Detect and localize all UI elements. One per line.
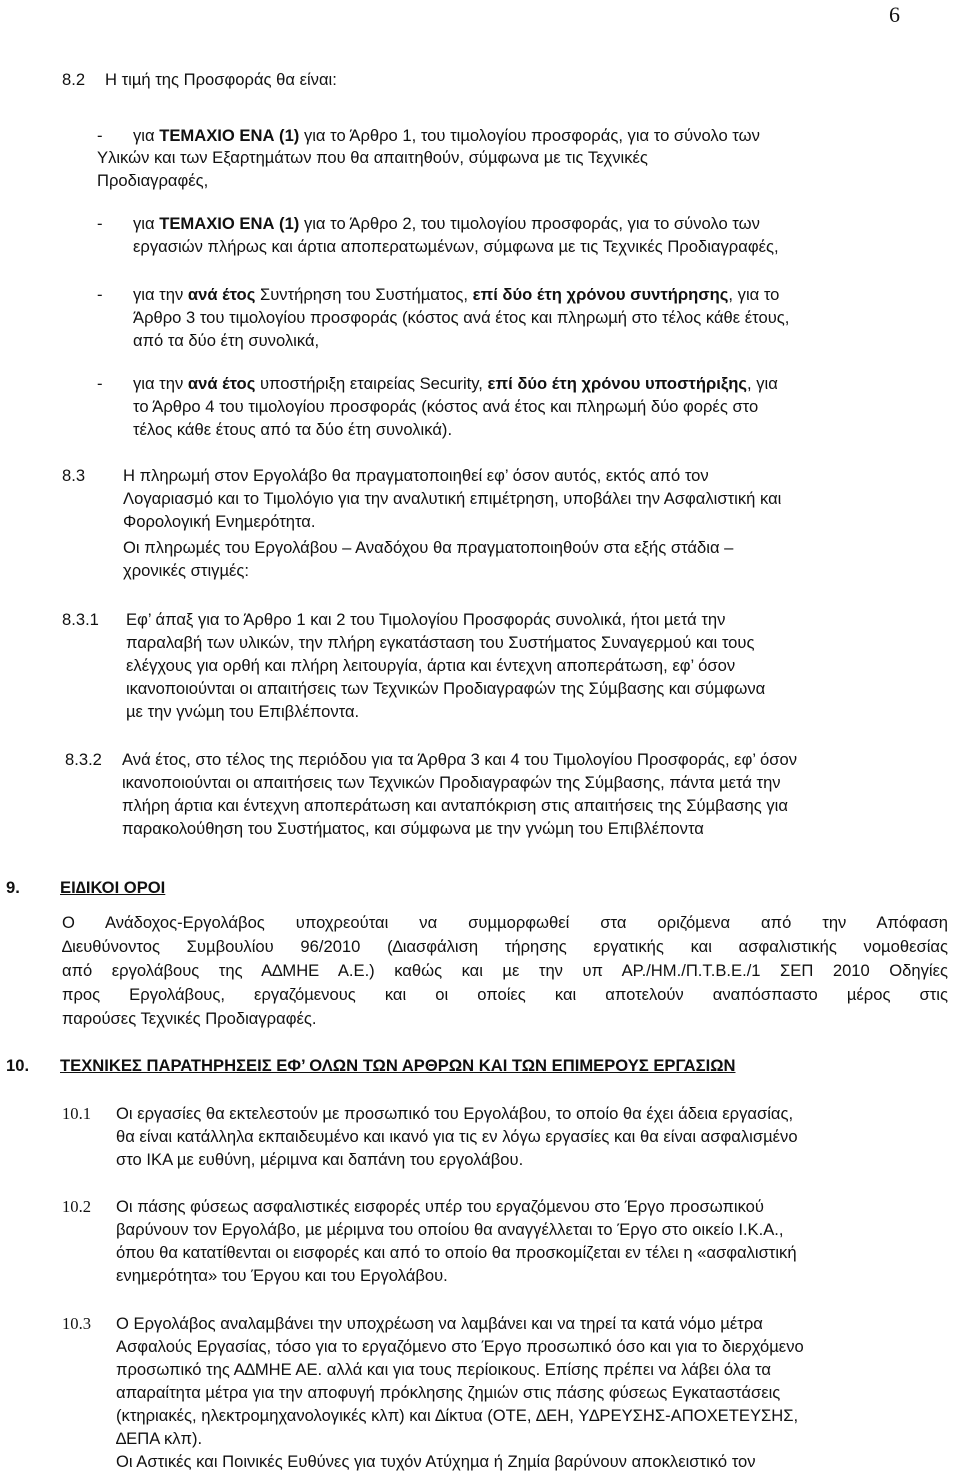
paragraph-line: παραλαβή των υλικών, την πλήρη εγκατάσταση του Συστήµατος Συναγερµού και τους — [126, 633, 755, 652]
list-item-line: για την ανά έτος Συντήρηση του Συστήµατος, επί δύο έτη χρόνου συντήρησης, για το — [133, 285, 780, 304]
section-number: 8.3.2 — [65, 750, 102, 769]
section-number: 8.2 — [62, 70, 86, 89]
bullet-dash: - — [97, 285, 103, 304]
list-item-line: Υλικών και των Εξαρτηµάτων που θα απαιτηθούν, σύµφωνα µε τις Τεχνικές — [97, 148, 648, 167]
section-title: ΤΕΧΝΙΚΕΣ ΠΑΡΑΤΗΡΗΣΕΙΣ ΕΦ’ ΟΛΩΝ ΤΩΝ ΑΡΘΡΩΝ ΚΑΙ ΤΩΝ ΕΠΙΜΕΡΟΥΣ ΕΡΓΑΣΙΩΝ — [60, 1056, 736, 1075]
paragraph-line: πλήρη άρτια και έντεχνη αποπεράτωση και ανταπόκριση στις απαιτήσεις της Σύµβασης για — [122, 796, 788, 815]
paragraph-line: ∆ΕΠΑ κλπ). — [116, 1429, 203, 1448]
subsection-number: 10.3 — [62, 1314, 92, 1333]
paragraph-line: Οι πάσης φύσεως ασφαλιστικές εισφορές υπέρ του εργαζόµενου στο Έργο προσωπικού — [116, 1197, 764, 1216]
paragraph-line: προσωπικό της Α∆ΜΗΕ ΑΕ. αλλά και για τους περίοικους. Επίσης πρέπει να λάβει όλα τα — [116, 1360, 771, 1379]
paragraph-line: ∆ιευθύνοντος Συµβουλίου 96/2010 (∆ιασφάλιση τήρησης εργατικής και ασφαλιστικής νοµοθεσίας — [62, 937, 948, 956]
paragraph-line: Ασφαλούς Εργασίας, τόσο για το εργαζόµενο στο Έργο προσωπικό όσο και για το διερχόµενο — [116, 1337, 804, 1356]
paragraph-line: µε την γνώµη του Επιβλέποντα. — [126, 702, 360, 721]
paragraph-line: προς Εργολάβους, εργαζόµενους και οι οποίες και αποτελούν αναπόσπαστο µέρος στις — [62, 985, 948, 1004]
section-title: Η τιµή της Προσφοράς θα είναι: — [105, 70, 337, 89]
subsection-number: 10.2 — [62, 1197, 92, 1216]
section-title: ΕΙ∆ΙΚΟΙ ΟΡΟΙ — [60, 878, 166, 897]
paragraph-line: (κτηριακές, ηλεκτροµηχανολογικές κλπ) και ∆ίκτυα (ΟΤΕ, ∆ΕΗ, Υ∆ΡΕΥΣΗΣ-ΑΠΟΧΕΤΕΥΣΗΣ, — [116, 1406, 799, 1425]
paragraph-line: Ο Εργολάβος αναλαµβάνει την υποχρέωση να λαµβάνει και να τηρεί τα κατά νόµο µέτρα — [116, 1314, 763, 1333]
list-item-line: το Άρθρο 4 του τιµολογίου προσφοράς (κόστος ανά έτος και πληρωµή δύο φορές στο — [133, 397, 759, 416]
section-number: 8.3 — [62, 466, 86, 485]
list-item-line: Άρθρο 3 του τιµολογίου προσφοράς (κόστος ανά έτος και πληρωµή στο τέλος κάθε έτους, — [133, 308, 790, 327]
page-number: 6 — [889, 2, 900, 27]
paragraph-line: ελέγχους για ορθή και πλήρη λειτουργία, άρτια και έντεχνη αποπεράτωση, εφ’ όσον — [126, 656, 736, 675]
paragraph-line: από εργολάβους της Α∆ΜΗΕ Α.Ε.) καθώς και µε την υπ ΑΡ./ΗΜ./Π.Τ.Β.Ε./1 ΣΕΠ 2010 Οδηγίες — [62, 961, 948, 980]
list-item-line: τέλος κάθε έτους από τα δύο έτη συνολικά). — [133, 420, 453, 439]
paragraph-line: ενηµερότητα» του Έργου και του Εργολάβου. — [116, 1266, 448, 1285]
paragraph-line: παρούσες Τεχνικές Προδιαγραφές. — [62, 1009, 317, 1028]
list-item-line: εργασιών πλήρως και άρτια αποπερατωµένων, σύµφωνα µε τις Τεχνικές Προδιαγραφές, — [133, 237, 779, 256]
list-item-line: για ΤΕΜΑΧΙΟ ΕΝΑ (1) για το Άρθρο 2, του τιµολογίου προσφοράς, για το σύνολο των — [133, 214, 760, 233]
paragraph-line: όπου θα κατατίθενται οι εισφορές και από το οποίο θα προσκοµίζεται εν τέλει η «ασφαλιστική — [116, 1243, 797, 1262]
list-item-line: από τα δύο έτη συνολικά, — [133, 331, 320, 350]
paragraph-line: απαραίτητα µέτρα για την αποφυγή πρόκλησης ζηµιών στις πάσης φύσεως Εγκαταστάσεις — [116, 1383, 781, 1402]
list-item-line: για ΤΕΜΑΧΙΟ ΕΝΑ (1) για το Άρθρο 1, του τιµολογίου προσφοράς, για το σύνολο των — [133, 126, 760, 145]
paragraph-line: ικανοποιούνται οι απαιτήσεις των Τεχνικών Προδιαγραφών της Σύµβασης, πάντα µετά την — [122, 773, 781, 792]
paragraph-line: ικανοποιούνται οι απαιτήσεις των Τεχνικών Προδιαγραφών της Σύµβασης και σύµφωνα — [126, 679, 766, 698]
subsection-number: 10.1 — [62, 1104, 92, 1123]
paragraph-line: Οι εργασίες θα εκτελεστούν µε προσωπικό του Εργολάβου, το οποίο θα έχει άδεια εργασίας, — [116, 1104, 794, 1123]
section-number: 8.3.1 — [62, 610, 99, 629]
bullet-dash: - — [97, 214, 103, 233]
paragraph-line: Ο Ανάδοχος-Εργολάβος υποχρεούται να συµµορφωθεί στα οριζόµενα από την Απόφαση — [62, 913, 948, 932]
paragraph-line: στο ΙΚΑ µε ευθύνη, µέριµνα και δαπάνη του εργολάβου. — [116, 1150, 524, 1169]
paragraph-line: Φορολογική Ενηµερότητα. — [123, 512, 316, 531]
paragraph-line: παρακολούθηση του Συστήµατος, και σύµφωνα µε την γνώµη του Επιβλέποντα — [122, 819, 704, 838]
bullet-dash: - — [97, 374, 103, 393]
paragraph-line: Η πληρωµή στον Εργολάβο θα πραγµατοποιηθεί εφ’ όσον αυτός, εκτός από τον — [123, 466, 709, 485]
paragraph-line: χρονικές στιγµές: — [123, 561, 250, 580]
paragraph-line: Εφ’ άπαξ για το Άρθρο 1 και 2 του Τιµολογίου Προσφοράς συνολικά, ήτοι µετά την — [126, 610, 726, 629]
paragraph-line: Οι πληρωµές του Εργολάβου – Αναδόχου θα πραγµατοποιηθούν στα εξής στάδια – — [123, 538, 734, 557]
bullet-dash: - — [97, 126, 103, 145]
section-number: 10. — [6, 1056, 30, 1075]
paragraph-line: Ανά έτος, στο τέλος της περιόδου για τα Άρθρα 3 και 4 του Τιµολογίου Προσφοράς, εφ’ όσον — [122, 750, 798, 769]
paragraph-line: Λογαριασµό και το Τιµολόγιο για την αναλυτική επιµέτρηση, υποβάλει την Ασφαλιστική και — [123, 489, 782, 508]
paragraph-line: θα είναι κατάλληλα εκπαιδευµένο και ικανό για τις εν λόγω εργασίες και θα είναι ασφαλισµένο — [116, 1127, 798, 1146]
list-item-line: Προδιαγραφές, — [97, 171, 209, 190]
section-number: 9. — [6, 878, 20, 897]
paragraph-line: βαρύνουν τον Εργολάβο, µε µέριµνα του οποίου θα αναγγέλλεται το Έργο στο οικείο Ι.Κ.Α., — [116, 1220, 784, 1239]
list-item-line: για την ανά έτος υποστήριξη εταιρείας Security, επί δύο έτη χρόνου υποστήριξης, για — [133, 374, 778, 393]
paragraph-line: Οι Αστικές και Ποινικές Ευθύνες για τυχόν Ατύχηµα ή Ζηµία βαρύνουν αποκλειστικό τον — [116, 1452, 756, 1471]
